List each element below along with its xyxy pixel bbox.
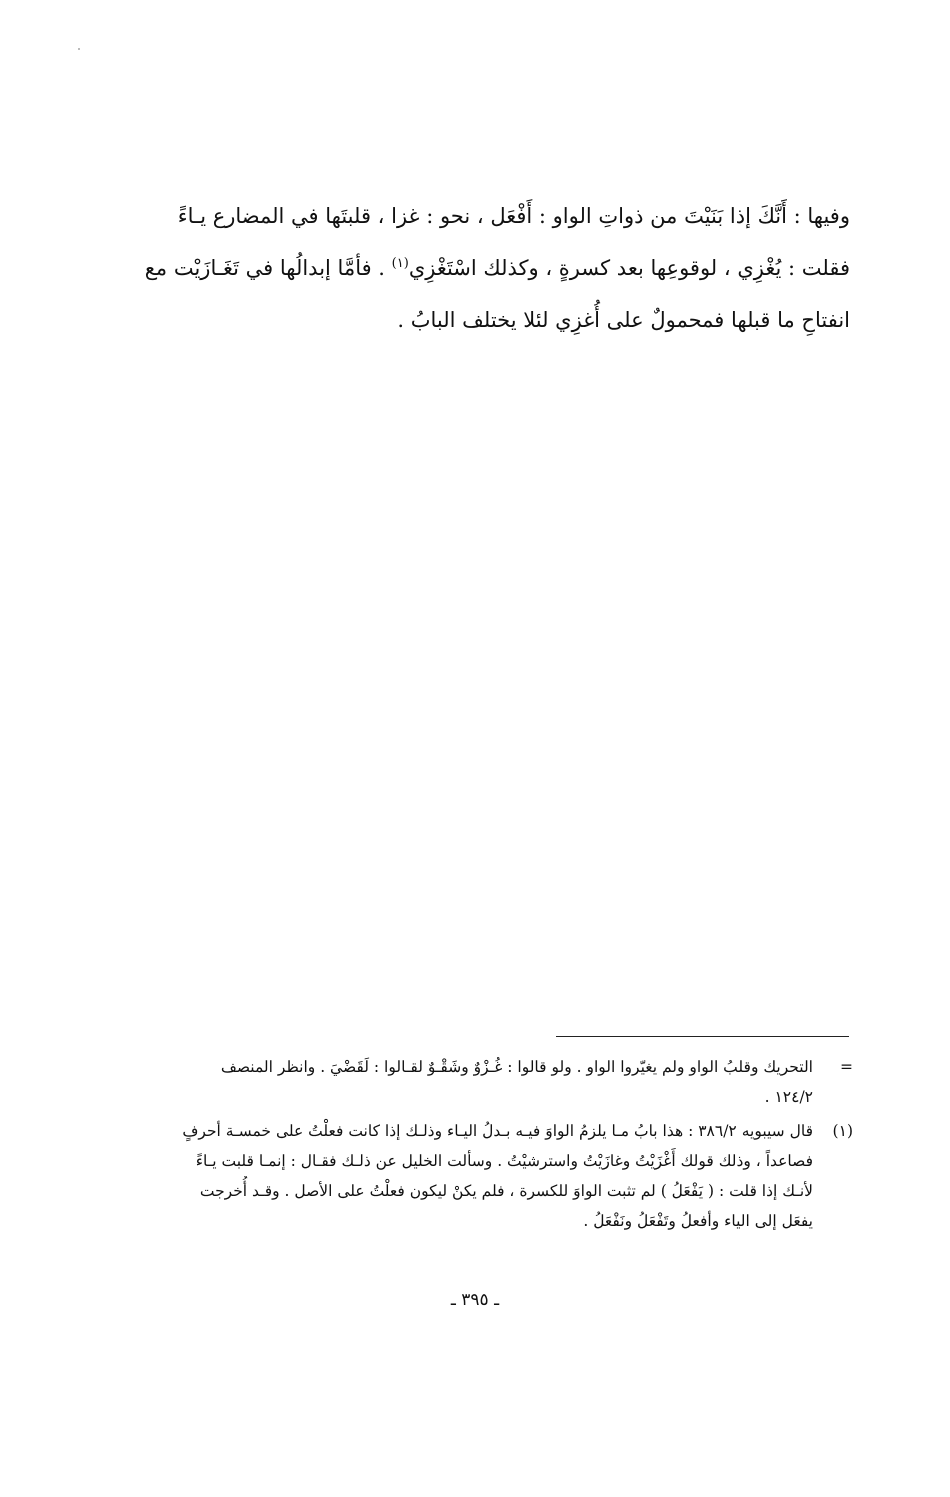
footnote-line: ١٢٤/٢ . [764, 1088, 813, 1106]
footnote-reference: (١) [391, 256, 409, 271]
footnote-1-body [108, 1116, 813, 1236]
footnote-separator [556, 1036, 849, 1037]
main-paragraph [105, 190, 850, 346]
footnote-1 [108, 1116, 853, 1236]
footnote-continuation [108, 1052, 853, 1112]
main-line-1: وفيها : أَنَّكَ إذا بَنَيْتَ من ذواتِ الواو : أَفْعَل ، نحو : غزا ، قلبتَها في المضارع يـاءً [177, 204, 850, 228]
footnote-1-marker: (١) [832, 1122, 853, 1140]
main-line-2-text: فقلت : يُغْزِي ، لوقوعِها بعد كسرةٍ ، وكذلك اسْتَغْزِي [408, 256, 850, 280]
main-line-2 [105, 242, 850, 294]
page-number: ـ ٣٩٥ ـ [450, 1290, 500, 1310]
footnote-line: لأنـك إذا قلت : ( يَفْعَلُ ) لم تثبت الواوَ للكسرة ، فلم يكنْ ليكون فعلْتُ على الأصل . وقـد أُخرجت [199, 1182, 813, 1200]
footnotes-section [108, 1052, 853, 1240]
main-line-2-tail: . فأمَّا إبدالُها في تَغَـازَيْت مع [144, 256, 392, 280]
footnote-line: فصاعداً ، وذلك قولك أَغْزَيْتُ وغازَيْتُ واسترشيْتُ . وسألت الخليل عن ذلـك فقـال : إنمـا قلبت يـاءً [195, 1152, 813, 1170]
footnote-continuation-marker: = [840, 1058, 853, 1076]
main-line-3: انفتاحِ ما قبلها فمحمولٌ على أُغزِي لئلا يختلف البابُ . [397, 308, 850, 332]
footnote-line: قال سيبويه ٣٨٦/٢ : هذا بابُ مـا يلزمُ الواوَ فيـه بـدلُ اليـاء وذلـك إذا كانت فعلْتُ على خمسـة أحرفٍ [182, 1122, 813, 1140]
footnote-line: التحريك وقلبُ الواو ولم يغيّروا الواو . ولو قالوا : غُـزْوٌ وشَقْـوٌ لقـالوا : لَقَضْيَ . وانظر المنصف [220, 1058, 813, 1076]
footnote-line: يفعَل إلى الياء وأفعلُ وتَفْعَلُ ونَفْعَلُ . [583, 1212, 813, 1230]
scan-speck [78, 48, 80, 50]
footnote-continuation-body [108, 1052, 813, 1112]
